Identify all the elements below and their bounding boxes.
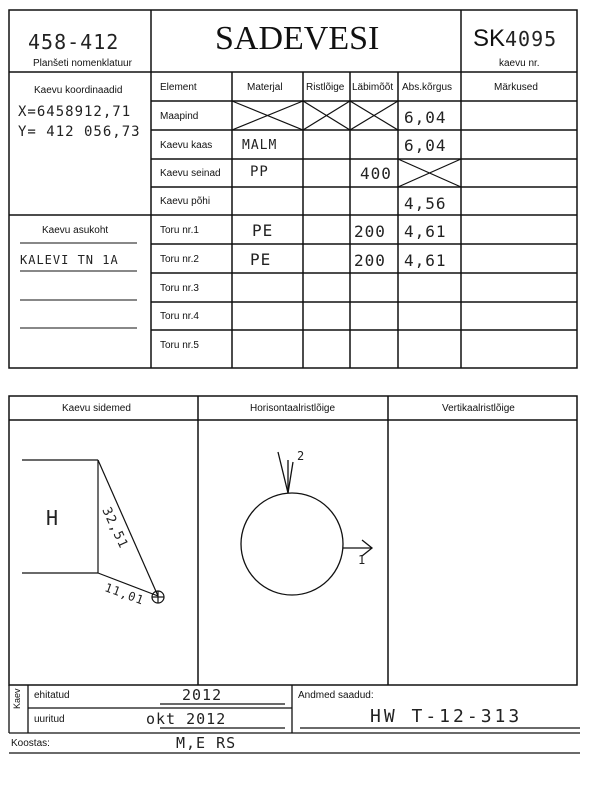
row-element: Toru nr.1 xyxy=(160,225,199,236)
andmed-value: HW T-12-313 xyxy=(370,706,523,727)
labimoot-value: 400 xyxy=(360,164,392,183)
abs-value: 4,56 xyxy=(404,194,447,213)
materjal-value: PP xyxy=(250,164,269,180)
well-number-label: kaevu nr. xyxy=(499,58,540,69)
connection-sketch xyxy=(22,460,164,603)
col-title-vertikaal: Vertikaalristlõige xyxy=(442,403,515,414)
th-labimoot: Läbimõõt xyxy=(352,82,394,93)
location-value: KALEVI TN 1A xyxy=(20,253,119,267)
row-element: Kaevu seinad xyxy=(160,168,221,179)
koostas-label: Koostas: xyxy=(11,738,50,749)
nomenclature-label: Planšeti nomenklatuur xyxy=(33,58,132,69)
coordinates-label: Kaevu koordinaadid xyxy=(34,85,123,96)
horizontal-section-sketch xyxy=(241,452,372,595)
well-number-value: 4095 xyxy=(505,27,558,51)
kaev-label: Kaev xyxy=(12,688,22,709)
uuritud-label: uuritud xyxy=(34,714,65,725)
ehitatud-value: 2012 xyxy=(182,686,223,704)
labimoot-value: 200 xyxy=(354,222,386,241)
coordinate-y: Y= 412 056,73 xyxy=(18,124,141,140)
col-title-sidemed: Kaevu sidemed xyxy=(62,403,131,414)
coordinate-x: X=6458912,71 xyxy=(18,104,132,120)
koostas-value: M,E RS xyxy=(176,734,237,752)
abs-value: 4,61 xyxy=(404,251,447,270)
th-markused: Märkused xyxy=(494,82,538,93)
location-label: Kaevu asukoht xyxy=(42,225,109,236)
form-title: SADEVESI xyxy=(215,20,380,57)
materjal-value: MALM xyxy=(242,138,278,153)
row-element: Kaevu põhi xyxy=(160,196,211,207)
abs-value: 6,04 xyxy=(404,136,447,155)
arrow-label-1: 1 xyxy=(358,553,367,567)
distance-1: 32,51 xyxy=(98,505,131,552)
materjal-value: PE xyxy=(252,221,274,240)
col-title-horisontaal: Horisontaalristlõige xyxy=(250,403,336,414)
ehitatud-label: ehitatud xyxy=(34,690,70,701)
arrow-label-2: 2 xyxy=(297,449,306,463)
nomenclature-value: 458-412 xyxy=(28,30,120,54)
row-element: Toru nr.3 xyxy=(160,283,199,294)
well-prefix: SK xyxy=(473,25,506,52)
th-ristloige: Ristlõige xyxy=(306,82,345,93)
abs-value: 4,61 xyxy=(404,222,447,241)
distance-2: 11,01 xyxy=(102,580,147,608)
th-materjal: Materjal xyxy=(247,82,283,93)
uuritud-value: okt 2012 xyxy=(146,710,227,728)
th-element: Element xyxy=(160,82,197,93)
well-number xyxy=(473,25,557,53)
row-element: Toru nr.5 xyxy=(160,340,199,351)
row-element: Maapind xyxy=(160,111,199,122)
th-abs: Abs.kõrgus xyxy=(402,82,453,93)
labimoot-value: 200 xyxy=(354,251,386,270)
row-element: Kaevu kaas xyxy=(160,140,213,151)
andmed-label: Andmed saadud: xyxy=(298,690,374,701)
materjal-value: PE xyxy=(250,250,272,269)
abs-value: 6,04 xyxy=(404,108,447,127)
row-element: Toru nr.4 xyxy=(160,311,199,322)
h-label: H xyxy=(46,506,60,530)
row-element: Toru nr.2 xyxy=(160,254,199,265)
